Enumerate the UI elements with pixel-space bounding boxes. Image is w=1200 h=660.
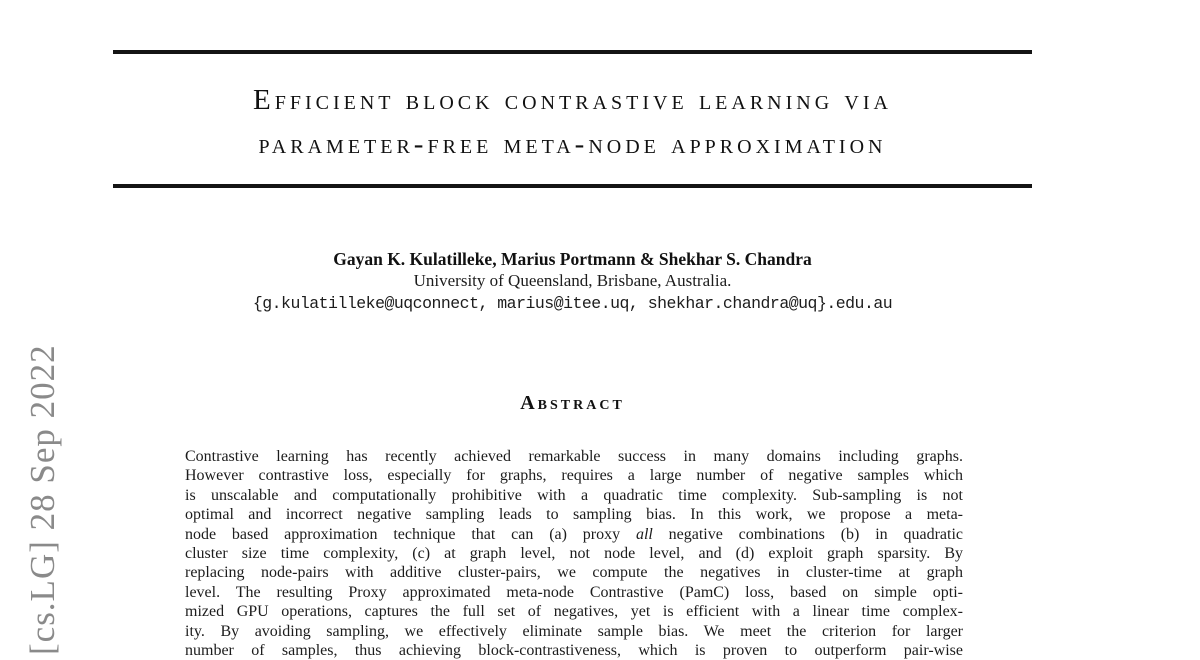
abstract-line: cluster size time complexity, (c) at graph level, not node level, and (d) exploit graph sparsity. By	[185, 545, 963, 563]
abstract-text	[185, 447, 963, 660]
abstract-line: level. The resulting Proxy approximated meta-node Contrastive (PamC) loss, based on simple opti-	[185, 583, 963, 601]
arxiv-category-date-stamp: [cs.LG] 28 Sep 2022	[23, 344, 62, 655]
authors-names: Gayan K. Kulatilleke, Marius Portmann & Shekhar S. Chandra	[333, 249, 812, 269]
title-rule-bottom	[113, 184, 1032, 188]
authors-block	[113, 248, 1032, 315]
abstract-line: replacing node-pairs with additive cluster-pairs, we compute the negatives in cluster-time at graph	[185, 564, 963, 582]
abstract-line: is unscalable and computationally prohibitive with a quadratic time complexity. Sub-sampling is not	[185, 486, 963, 504]
abstract-line: Contrastive learning has recently achieved remarkable success in many domains including graphs.	[185, 448, 963, 465]
abstract-line-with-italic	[185, 525, 963, 544]
abstract-line: optimal and incorrect negative sampling leads to sampling bias. In this work, we propose a meta-	[185, 506, 963, 524]
abstract-line: However contrastive loss, especially for graphs, requires a large number of negative samples which	[185, 467, 963, 485]
authors-emails: {g.kulatilleke@uqconnect, marius@itee.uq, shekhar.chandra@uq}.edu.au	[252, 294, 893, 313]
abstract-line5-pre: node based approximation technique that can (a) proxy	[185, 525, 636, 543]
authors-affiliation: University of Queensland, Brisbane, Australia.	[413, 271, 732, 290]
abstract-line: mized GPU operations, captures the full set of negatives, yet is efficient with a linear time complex-	[185, 603, 963, 621]
abstract-heading: Abstract	[520, 392, 625, 414]
title-rule-top	[113, 50, 1032, 54]
abstract-line5-post: negative combinations (b) in quadratic	[652, 525, 963, 543]
abstract-line: ity. By avoiding sampling, we effectively eliminate sample bias. We meet the criterion for larger	[185, 622, 963, 640]
paper-title-line-1: Efficient block contrastive learning via	[253, 84, 892, 116]
paper-title	[113, 78, 1032, 166]
abstract-line5-italic-word: all	[635, 525, 653, 543]
abstract-partial-line: number of samples, thus achieving block-contrastiveness, which is proven to outperform pair-wise	[185, 642, 963, 660]
paper-title-line-2: parameter-free meta-node approximation	[258, 128, 887, 160]
